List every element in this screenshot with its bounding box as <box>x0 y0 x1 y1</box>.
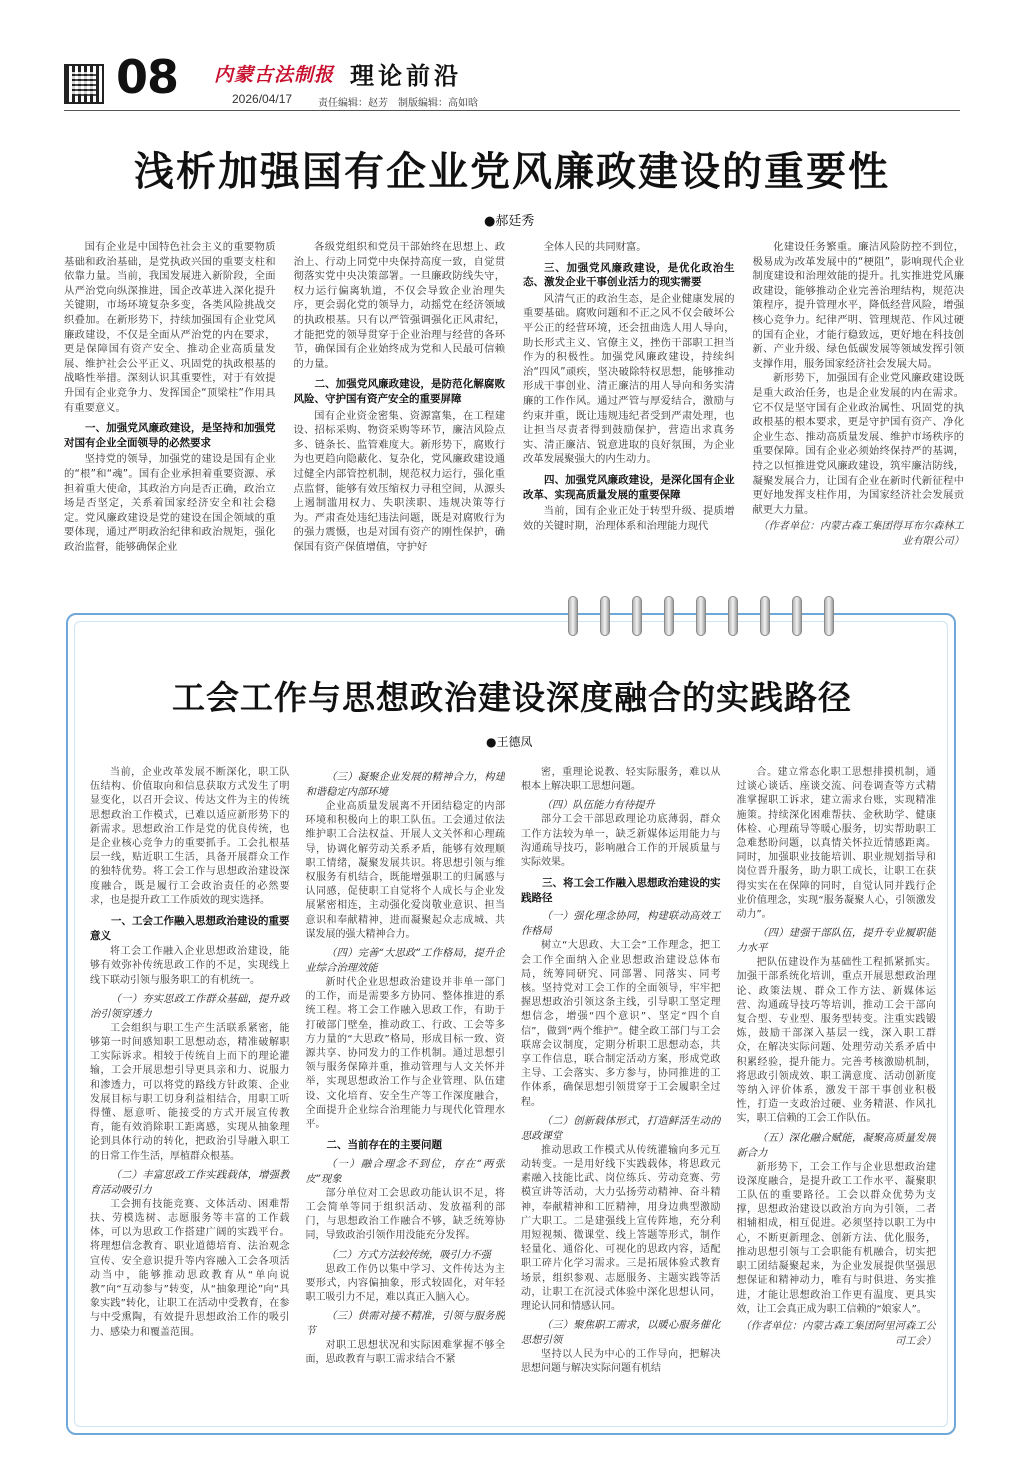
paragraph: 当前，企业改革发展不断深化，职工队伍结构、价值取向和信息获取方式发生了明显变化，以召开会议、传达文件为主的传统思想政治工作模式，已难以适应新形势下的新需求。思想政治工作是党的优良传统，也是企业核心竞争力的重要抓手。工会扎根基层一线，贴近职工生活，具备开展群众工作的独特优势。将工会工作与思想政治建设深度融合，既是履行工会政治责任的必然要求，也是提升政工工作质效的现实选择。 <box>90 767 290 906</box>
section-heading: 一、工会工作融入思想政治建设的重要意义 <box>90 915 290 942</box>
article2-column <box>521 766 721 1416</box>
paragraph: 当前，国有企业正处于转型升级、提质增效的关键时期，治理体系和治理能力现代 <box>523 505 735 532</box>
paragraph: 企业高质量发展离不开团结稳定的内部环境和积极向上的职工队伍。工会通过依法维护职工合法权益、开展人文关怀和心理疏导，协调化解劳动关系矛盾，能够有效理顺职工情绪，凝聚发展共识。将思想引领与维权服务有机结合，既能增强职工的归属感与认同感，促使职工自觉将个人成长与企业发展紧密相连，主动强化爱岗敬业意识、担当意识和奉献精神，进而凝聚起众志成城、共谋发展的强大精神合力。 <box>305 801 505 940</box>
paragraph: 合。建立常态化职工思想排摸机制，通过谈心谈话、座谈交流、问卷调查等方式精准掌握职工诉求，建立需求台账，实现精准施策。持续深化困难帮扶、金秋助学、健康体检、心理疏导等暖心服务，切实帮助职工急难愁盼问题，以真情关怀拉近情感距离。同时，加强职业技能培训、职业规划指导和岗位晋升服务，助力职工成长，让职工在获得实实在在保障的同时，自觉认同并践行企业价值理念，实现“服务凝聚人心，引领激发动力”。 <box>736 767 936 921</box>
subsection-heading: （二）创新载体形式，打造鲜活生动的思政课堂 <box>521 1114 721 1142</box>
paragraph: 工会拥有技能竞赛、文体活动、困难帮扶、劳模选树、志愿服务等丰富的工作载体，可以为思政工作搭建广阔的实践平台。将理想信念教育、职业道德培育、法治观念宣传、安全意识提升等内容融入工会各项活动当中，能够推动思政教育从“单向说教”向“互动参与”转变，从“抽象理论”向“具象实践”转化，让职工在活动中受教育，在参与中受熏陶，有效提升思想政治工作的吸引力、感染力和覆盖范围。 <box>90 1198 290 1338</box>
paragraph: 部分单位对工会思政功能认识不足，将工会简单等同于组织活动、发放福利的部门，与思想政治工作融合不够，缺乏统筹协同，导致政治引领作用没能充分发挥。 <box>305 1187 505 1242</box>
article1-author: ●郝廷秀 <box>484 214 535 229</box>
subsection-heading: （四）队伍能力有待提升 <box>541 799 655 812</box>
newspaper-logo: 内蒙古法制报 <box>214 64 335 86</box>
paragraph: 坚持党的领导，加强党的建设是国有企业的“根”和“魂”。国有企业承担着重要资源、承担着重大使命，其政治方向是否正确，政治立场是否坚定，关系着国家经济安全和社会稳定。党风廉政建设是党的建设在国企领域的重要体现，通过严明政治纪律和政治规矩，强化政治监督，能够确保企业 <box>64 453 276 553</box>
paragraph: 各级党组织和党员干部始终在思想上、政治上、行动上同党中央保持高度一致，自觉贯彻落实党中央决策部署。一旦廉政防线失守，权力运行偏离轨道，不仅会导致企业治理失序，更会弱化党的领导力，动摇党在经济领域的执政根基。只有以严管强调强化正风肃纪，才能把党的领导贯穿于企业治理与经营的各环节，确保国有企业始终成为党和人民最可信赖的力量。 <box>293 241 505 370</box>
author-affiliation: （作者单位：内蒙古森工集团得耳布尔森林工业有限公司） <box>758 520 964 548</box>
binder-ring <box>696 596 706 636</box>
header-divider <box>64 110 960 111</box>
paragraph: 把队伍建设作为基础性工程抓紧抓实。加强干部系统化培训，重点开展思想政治理论、政策法规、群众工作方法、新媒体运营、沟通疏导技巧等培训，推动工会干部向复合型、专业型、服务型转变。注重实践锻炼，鼓励干部深入基层一线，深入职工群众，在解决实际问题、处理劳动关系矛盾中积累经验，提升能力。完善考核激励机制，将思政引领成效、职工满意度、活动创新度等纳入评价体系，激发干部干事创业积极性，打造一支政治过硬、业务精湛、作风扎实，职工信赖的工会工作队伍。 <box>736 957 936 1125</box>
editors-line: 责任编辑：赵芳 制版编辑：高如晗 <box>318 98 478 109</box>
article2-body <box>90 766 936 1416</box>
article2-column <box>90 766 290 1416</box>
subsection-heading: （二）方式方法较传统，吸引力不强 <box>326 1248 491 1261</box>
binder-ring <box>792 596 802 636</box>
author-affiliation: （作者单位：内蒙古森工集团阿里河森工公司工会） <box>740 1319 936 1347</box>
paragraph: 新时代企业思想政治建设并非单一部门的工作，而是需要多方协同、整体推进的系统工程。将工会工作融入思政工作，有助于打破部门壁垒，推动政工、行政、工会等多方力量的“大思政”格局，形成目标一致、资源共享、协同发力的工作机制。通过思想引领与服务保障并重，推动管理与人文关怀并举，实现思想政治工作与企业管理、队伍建设、文化培育、安全生产等工作深度融合，全面提升企业综合治理能力与现代化管理水平。 <box>305 977 505 1131</box>
subsection-heading: （一）强化理念协同，构建联动高效工作格局 <box>521 910 721 938</box>
paragraph: 工会组织与职工生产生活联系紧密，能够第一时间感知职工思想动态，精准破解职工实际诉求。相较于传统自上而下的理论灌输，工会开展思想引导更具亲和力、说服力和渗透力，可以将党的路线方针政策、企业发展目标与职工切身利益相结合，用职工听得懂、愿意听、能接受的方式开展宣传教育，能有效消除职工距离感，实现从抽象理论到具体行动的转化，把政治引导融入职工的日常工作生活，厚植群众根基。 <box>90 1022 290 1162</box>
binder-ring <box>600 596 610 636</box>
paragraph: 化建设任务繁重。廉洁风险防控不到位，极易成为改革发展中的“梗阻”，影响现代企业制度建设和治理效能的提升。扎实推进党风廉政建设，能够推动企业完善治理结构，规范决策程序，提升管理水平，降低经营风险，增强核心竞争力。纪律严明、管理规范、作风过硬的国有企业，才能行稳致远，更好地在科技创新、产业升级、绿色低碳发展等领域发挥引领支撑作用，服务国家经济社会发展大局。 <box>752 241 964 370</box>
article2-column <box>306 766 506 1416</box>
subsection-heading: （四）建强干部队伍，提升专业履职能力水平 <box>736 927 936 955</box>
article2-column <box>737 766 937 1416</box>
binder-ring <box>728 596 738 636</box>
section-heading: 四、加强党风廉政建设，是深化国有企业改革、实现高质量发展的重要保障 <box>523 473 735 501</box>
binder-ring <box>760 596 770 636</box>
paragraph: 新形势下，工会工作与企业思想政治建设深度融合，是提升政工工作水平、凝聚职工队伍的重要路径。工会以群众优势为支撑，思想政治建设以政治方向为引领，二者相辅相成，相互促进。必须坚持以职工为中心，不断更新理念、创新方法、优化服务，推动思想引领与工会职能有机融合，切实把职工团结凝聚起来，为企业发展提供坚强思想保证和精神动力，唯有与时俱进、务实推进，才能让思想政治工作更有温度、更具实效，让工会真正成为职工信赖的“娘家人”。 <box>736 1161 936 1315</box>
paragraph: 国有企业是中国特色社会主义的重要物质基础和政治基础，是党执政兴国的重要支柱和依靠力量。当前，我国发展进入新阶段，全面从严治党向纵深推进，国企改革进入深化提升关键期，市场环境复杂多变，各类风险挑战交织叠加。在新形势下，持续加强国有企业党风廉政建设，不仅是全面从严治党的内在要求，更是保障国有资产安全、推动企业高质量发展、维护社会公平正义、巩固党的执政根基的战略性举措。深刻认识其重要性，对于有效提升国有企业竞争力、发挥国企“顶梁柱”作用具有重要意义。 <box>64 241 276 414</box>
paragraph: 国有企业资金密集、资源富集，在工程建设、招标采购、物资采购等环节，廉洁风险点多、链条长、监管难度大。新形势下，腐败行为也更趋向隐蔽化、复杂化，党风廉政建设通过健全内部管控机制，规范权力运行，强化重点监督，能够有效压缩权力寻租空间，从源头上遏制滥用权力、失职渎职、违规决策等行为。严肃查处违纪违法问题，既是对腐败行为的强力震慑，也是对国有资产的刚性保护，确保国有资产保值增值，守护好 <box>293 409 505 553</box>
article1-column <box>294 240 506 560</box>
section-heading: 二、当前存在的主要问题 <box>326 1139 442 1152</box>
paragraph: 树立“大思政、大工会”工作理念，把工会工作全面纳入企业思想政治建设总体布局，统筹同研究、同部署、同落实、同考核。坚持党对工会工作的全面领导，牢牢把握思想政治引领这条主线，引导职工坚定理想信念，增强“四个意识”、坚定“四个自信”，做到“两个维护”。健全政工部门与工会联席会议制度，定期分析职工思想动态，共享工作信息，联合制定活动方案，形成党政主导、工会落实、多方参与，协同推进的工作体系，确保思想引领贯穿于工会履职全过程。 <box>521 940 721 1108</box>
article1-column <box>753 240 965 560</box>
subsection-heading: （三）凝聚企业发展的精神合力，构建和谐稳定内部环境 <box>305 771 505 798</box>
section-heading: 三、将工会工作融入思想政治建设的实践路径 <box>521 877 721 904</box>
paragraph: 部分工会干部思政理论功底薄弱，群众工作方法较为单一，缺乏新媒体运用能力与沟通疏导技巧，影响融合工作的开展质量与实际效果。 <box>521 814 721 869</box>
qr-code <box>64 64 104 104</box>
subsection-heading: （二）丰富思政工作实践载体，增强教育活动吸引力 <box>90 1168 290 1196</box>
article1-body <box>64 240 964 560</box>
binder-ring <box>568 596 578 636</box>
subsection-heading: （五）深化融合赋能，凝聚高质量发展新合力 <box>736 1131 936 1159</box>
paragraph: 风清气正的政治生态，是企业健康发展的重要基础。腐败问题和不正之风不仅会破坏公平公正的经营环境，还会扭曲选人用人导向，助长形式主义、官僚主义，挫伤干部职工担当作为的积极性。加强党风廉政建设，持续纠治“四风”顽疾，坚决破除特权思想，能够推动形成干事创业、清正廉洁的用人导向和务实清廉的工作作风。通过严管与厚爱结合，激励与约束并重，既让违规违纪者受到严肃处理，也让担当尽责者得到鼓励保护，营造出求真务实、清正廉洁、锐意进取的良好氛围，为企业改革发展聚强大的内生动力。 <box>523 292 735 466</box>
paragraph: 对职工思想状况和实际困难掌握不够全面，思政教育与职工需求结合不紧 <box>305 1340 505 1366</box>
article1-column <box>64 240 276 560</box>
subsection-heading: （三）供需对接不精准，引领与服务脱节 <box>305 1310 505 1338</box>
paragraph: 思政工作仍以集中学习、文件传达为主要形式，内容偏抽象，形式较固化，对年轻职工吸引力不足，难以真正入脑入心。 <box>305 1263 505 1304</box>
binder-ring <box>664 596 674 636</box>
binder-ring <box>824 596 834 636</box>
section-heading: 三、加强党风廉政建设，是优化政治生态、激发企业干事创业活力的现实需要 <box>523 261 735 289</box>
page-number: 08 <box>116 50 179 104</box>
subsection-heading: （一）夯实思政工作群众基础，提升政治引领穿透力 <box>90 992 290 1020</box>
article1-column <box>523 240 735 560</box>
subsection-heading: （四）完善“大思政”工作格局，提升企业综合治理效能 <box>305 947 505 975</box>
paragraph: 推动思政工作模式从传统灌输向多元互动转变。一是用好线下实践载体，将思政元素融入技能比武、岗位练兵、劳动竞赛、劳模宣讲等活动，大力弘扬劳动精神、奋斗精神，奉献精神和工匠精神，用身边典型激励广大职工。二是建强线上宣传阵地，充分利用短视频、微课堂、线上答题等形式，制作轻量化、通俗化、可视化的思政内容，适配职工碎片化学习需求。三是拓展体验式教育场景，组织参观、志愿服务、主题实践等活动，让职工在沉浸式体验中深化思想认同，理论认同和情感认同。 <box>521 1144 721 1313</box>
section-heading: 二、加强党风廉政建设，是防范化解腐败风险、守护国有资产安全的重要屏障 <box>293 378 505 405</box>
issue-date: 2026/04/17 <box>232 92 293 106</box>
binder-ring <box>632 596 642 636</box>
paragraph: 全体人民的共同财富。 <box>543 241 647 253</box>
article1-title: 浅析加强国有企业党风廉政建设的重要性 <box>134 148 890 195</box>
article2-author: ●王德凤 <box>486 735 533 749</box>
paragraph: 坚持以人民为中心的工作导向，把解决思想问题与解决实际问题有机结 <box>521 1349 721 1375</box>
paragraph: 将工会工作融入企业思想政治建设，能够有效弥补传统思政工作的不足，实现线上线下联动引领与服务职工的有机统一。 <box>90 946 290 986</box>
subsection-heading: （一）融合理念不到位，存在“两张皮”现象 <box>305 1157 505 1185</box>
paragraph: 密，重理论说教、轻实际服务，难以从根本上解决职工思想问题。 <box>521 767 721 793</box>
section-title: 理论前沿 <box>350 61 462 90</box>
article2-title: 工会工作与思想政治建设深度融合的实践路径 <box>172 678 852 717</box>
section-heading: 一、加强党风廉政建设，是坚持和加强党对国有企业全面领导的必然要求 <box>64 422 276 449</box>
paragraph: 新形势下，加强国有企业党风廉政建设既是重大政治任务，也是企业发展的内在需求。它不仅是坚守国有企业政治属性、巩固党的执政根基的根本要求，更是守护国有资产、净化企业生态、推动高质量发展、维护市场秩序的重要保障。国有企业必须始终保持严的基调，持之以恒推进党风廉政建设，筑牢廉洁防线，凝聚发展合力，让国有企业在新时代新征程中更好地发挥支柱作用，为国家经济社会发展贡献更大力量。 <box>752 372 964 516</box>
subsection-heading: （三）聚焦职工需求，以暖心服务催化思想引领 <box>521 1319 721 1347</box>
